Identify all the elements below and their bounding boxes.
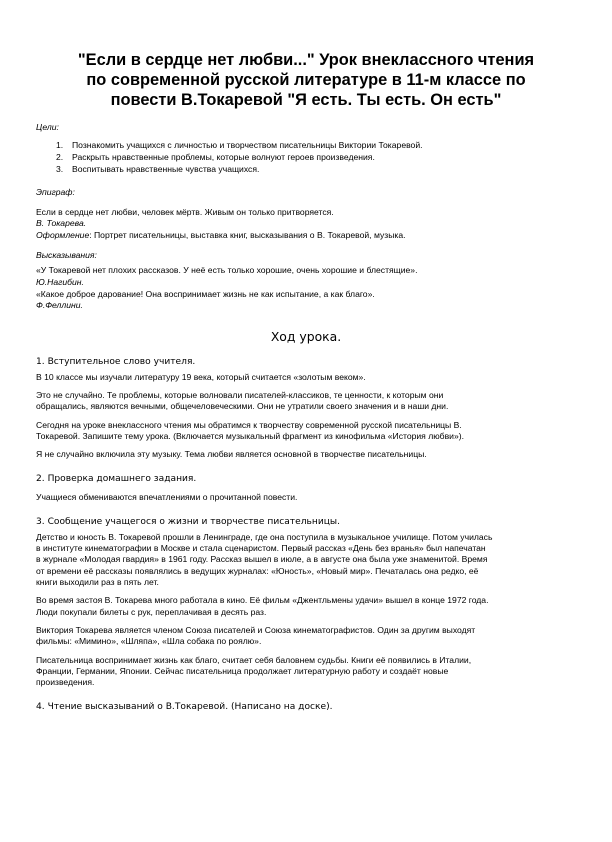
paragraph-line: произведения.	[36, 677, 95, 688]
paragraph-line: Детство и юность В. Токаревой прошли в Ленинграде, где она поступила в музыкальное училище. Потом училась	[36, 531, 493, 542]
paragraph-line: Писательница воспринимает жизнь как благо, считает себя баловнем судьбы. Книги её появились в Италии,	[36, 654, 472, 665]
section-4	[36, 701, 576, 713]
design-line	[36, 230, 576, 242]
section-heading: 1. Вступительное слово учителя.	[36, 356, 196, 367]
section-heading: 2. Проверка домашнего задания.	[36, 473, 197, 484]
section-1	[36, 356, 576, 461]
goal-item	[36, 139, 576, 151]
paragraph-line: Виктория Токарева является членом Союза писателей и Союза кинематографистов. Один за другим выходят	[36, 624, 476, 635]
goal-number: 3.	[56, 164, 64, 175]
quote-text: «У Токаревой нет плохих рассказов. У неё есть только хорошие, очень хорошие и блестящие».	[36, 265, 418, 276]
paragraph-line: Сегодня на уроке внеклассного чтения мы обратимся к творчеству современной русской писательницы В.	[36, 419, 462, 430]
paragraph-line: фильмы: «Мимино», «Шляпа», «Шла собака по роялю».	[36, 636, 262, 647]
paragraph-line: в институте кинематографии в Москве и стала сценаристом. Первый рассказ «День без вранья» был напечатан	[36, 543, 486, 554]
quote-author: Ф.Феллини.	[36, 300, 83, 311]
goals-list	[36, 139, 576, 176]
paragraph	[36, 390, 576, 413]
paragraph	[36, 420, 576, 443]
section-heading: 4. Чтение высказываний о В.Токаревой. (Написано на доске).	[36, 702, 333, 713]
goal-text: Раскрыть нравственные проблемы, которые волнуют героев произведения.	[72, 152, 375, 163]
goal-item	[36, 163, 576, 175]
paragraph-line: книги выходили раз в пять лет.	[36, 577, 159, 588]
design-label: Оформление	[36, 229, 90, 240]
title-line: по современной русской литературе в 11-м классе по	[86, 71, 526, 89]
title-line: "Если в сердце нет любви..." Урок внеклассного чтения	[77, 51, 535, 69]
epigraph-author: В. Токарева.	[36, 218, 87, 229]
paragraph: Я не случайно включила эту музыку. Тема любви является основной в творчестве писательницы.	[36, 449, 427, 460]
paragraph: Учащиеся обмениваются впечатлениями о прочитанной повести.	[36, 491, 298, 502]
paragraph-line: обращались, являются вечными, общечеловеческими. Они не утратили своего значения и в наши дни.	[36, 401, 449, 412]
goals-block	[36, 122, 576, 176]
quote-author: Ю.Нагибин.	[36, 276, 84, 287]
quotes-block	[36, 250, 576, 311]
paragraph-line: Франции, Германии, Японии. Сейчас писательница продолжает литературную работу и создаёт новые	[36, 665, 449, 676]
paragraph-line: Люди покупали билеты с рук, переплачивая в десять раз.	[36, 606, 267, 617]
paragraph	[36, 532, 576, 588]
goal-text: Воспитывать нравственные чувства учащихся.	[72, 164, 260, 175]
quotes-label: Высказывания:	[36, 250, 97, 261]
quote-text: «Какое доброе дарование! Она воспринимает жизнь не как испытание, а как благо».	[36, 288, 375, 299]
epigraph-label: Эпиграф:	[36, 186, 75, 197]
section-3	[36, 516, 576, 689]
paragraph-line: Во время застоя В. Токарева много работала в кино. Её фильм «Джентльмены удачи» вышел в конце 1972 года.	[36, 595, 489, 606]
goal-number: 1.	[56, 140, 64, 150]
paragraph-line: в журнале «Молодая гвардия» в 1961 году. Рассказ вышел в июле, а в августе она была уже знаменитой. Время	[36, 554, 488, 565]
paragraph-line: Токаревой. Запишите тему урока. (Включается музыкальный фрагмент из кинофильма «История любви»).	[36, 430, 465, 441]
section-heading: 3. Сообщение учащегося о жизни и творчестве писательницы.	[36, 516, 340, 527]
goals-label: Цели:	[36, 122, 59, 132]
paragraph	[36, 625, 576, 648]
paragraph	[36, 595, 576, 618]
paragraph: В 10 классе мы изучали литературу 19 века, который считается «золотым веком».	[36, 371, 366, 382]
goal-text: Познакомить учащихся с личностью и творчеством писательницы Виктории Токаревой.	[72, 140, 423, 150]
paragraph-line: от времени её рассказы появлялись в ведущих журналах: «Юность», «Новый мир». Печаталась она редко, её	[36, 565, 479, 576]
epigraph-text: Если в сердце нет любви, человек мёртв. Живым он только притворяется.	[36, 206, 334, 217]
paragraph-line: Это не случайно. Те проблемы, которые волновали писателей-классиков, те ценности, к которым они	[36, 390, 444, 401]
section-2	[36, 473, 576, 503]
title-line: повести В.Токаревой "Я есть. Ты есть. Он есть"	[110, 91, 502, 109]
design-text: : Портрет писательницы, выставка книг, высказывания о В. Токаревой, музыка.	[89, 229, 406, 240]
lesson-heading: Ход урока.	[270, 328, 342, 344]
epigraph-block	[36, 187, 576, 242]
goal-item	[36, 151, 576, 163]
paragraph	[36, 655, 576, 689]
document-page	[0, 50, 612, 842]
page-title	[36, 50, 576, 110]
goal-number: 2.	[56, 152, 64, 163]
